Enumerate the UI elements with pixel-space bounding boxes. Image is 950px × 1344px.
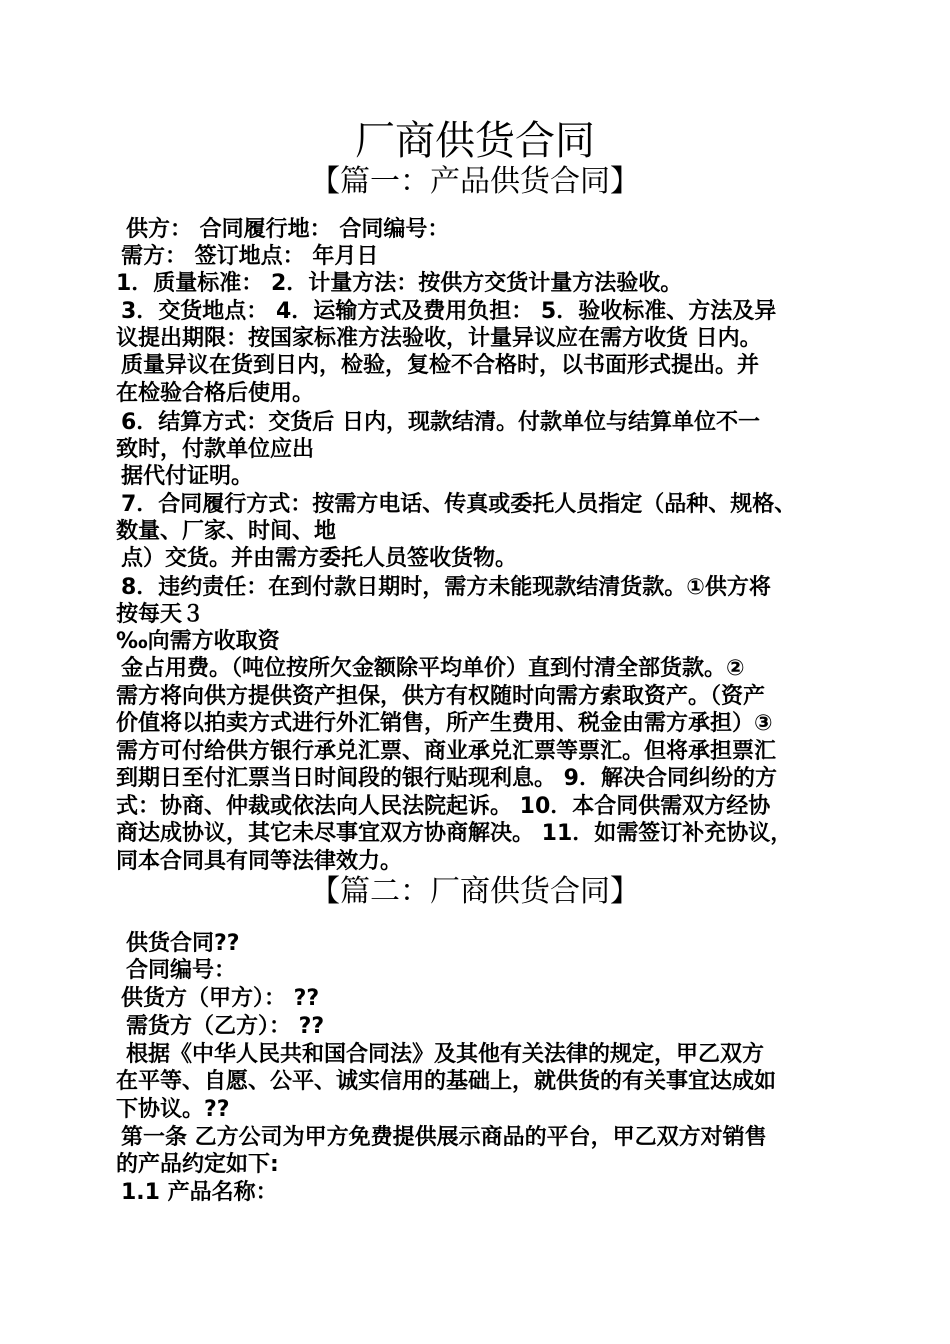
section-1-line: 同本合同具有同等法律效力。 [116,849,403,874]
section-2-line: 供货方（甲方）： ?? [121,986,320,1011]
section-2-line: 的产品约定如下: [116,1152,279,1177]
section-2-line: 供货合同?? [126,931,240,956]
section-2-line: 1.1 产品名称： [121,1180,278,1205]
section-1-line: 需方可付给供方银行承兑汇票、商业承兑汇票等票汇。但将承担票汇 [116,739,777,764]
section-1-line: 8．违约责任：在到付款日期时，需方未能现款结清货款。①供方将 [121,575,771,600]
section-1-line: 致时，付款单位应出 [116,437,315,462]
section-1-line: 商达成协议，其它未尽事宜双方协商解决。 11．如需签订补充协议， [116,821,793,846]
section-2-line: 需货方（乙方）： ?? [126,1014,325,1039]
document-title: 厂商供货合同 [355,118,595,164]
section-2-line: 根据《中华人民共和国合同法》及其他有关法律的规定，甲乙双方 [126,1042,765,1067]
section-1-line: 金占用费。（吨位按所欠金额除平均单价）直到付清全部货款。② [121,656,745,681]
section-1-line: 据代付证明。 [121,464,254,489]
section-1-line: 需方： 签订地点： 年月日 [121,244,379,269]
section-1-line: 需方将向供方提供资产担保，供方有权随时向需方索取资产。（资产 [116,684,766,709]
section-1-line: 价值将以拍卖方式进行外汇销售，所产生费用、税金由需方承担）③ [116,711,773,736]
section-1-line: 到期日至付汇票当日时间段的银行贴现利息。 9．解决合同纠纷的方 [116,766,777,791]
section-1-line: ‰向需方收取资 [116,629,280,654]
section-1-line: 质量异议在货到日内，检验，复检不合格时，以书面形式提出。并 [121,353,760,378]
section-1-line: 点）交货。并由需方委托人员签收货物。 [121,546,518,571]
section-1-line: 议提出期限：按国家标准方法验收，计量异议应在需方收货 日内。 [116,326,762,351]
section-1-line: 供方： 合同履行地： 合同编号： [126,217,450,242]
section-2-line: 下协议。?? [116,1097,230,1122]
section-1-line: 3．交货地点： 4．运输方式及费用负担： 5．验收标准、方法及异 [121,299,777,324]
section-1-line: 7．合同履行方式：按需方电话、传真或委托人员指定（品种、规格、 [121,492,797,517]
section-1-line: 数量、厂家、时间、地 [116,519,337,544]
section-2-line: 第一条 乙方公司为甲方免费提供展示商品的平台，甲乙双方对销售 [121,1125,767,1150]
section-1-line: 式：协商、仲裁或依法向人民法院起诉。 10．本合同供需双方经协 [116,794,771,819]
section-2-heading: 【篇二：厂商供货合同】 [310,874,640,909]
section-1-line: 按每天３ [116,602,205,627]
section-2-line: 在平等、自愿、公平、诚实信用的基础上，就供货的有关事宜达成如 [116,1069,777,1094]
section-1-line: 在检验合格后使用。 [116,381,315,406]
section-1-line: 6．结算方式：交货后 日内，现款结清。付款单位与结算单位不一 [121,410,760,435]
section-1-heading: 【篇一：产品供货合同】 [310,164,640,199]
section-1-line: 1．质量标准： 2．计量方法：按供方交货计量方法验收。 [116,271,683,296]
section-2-line: 合同编号： [126,958,237,983]
